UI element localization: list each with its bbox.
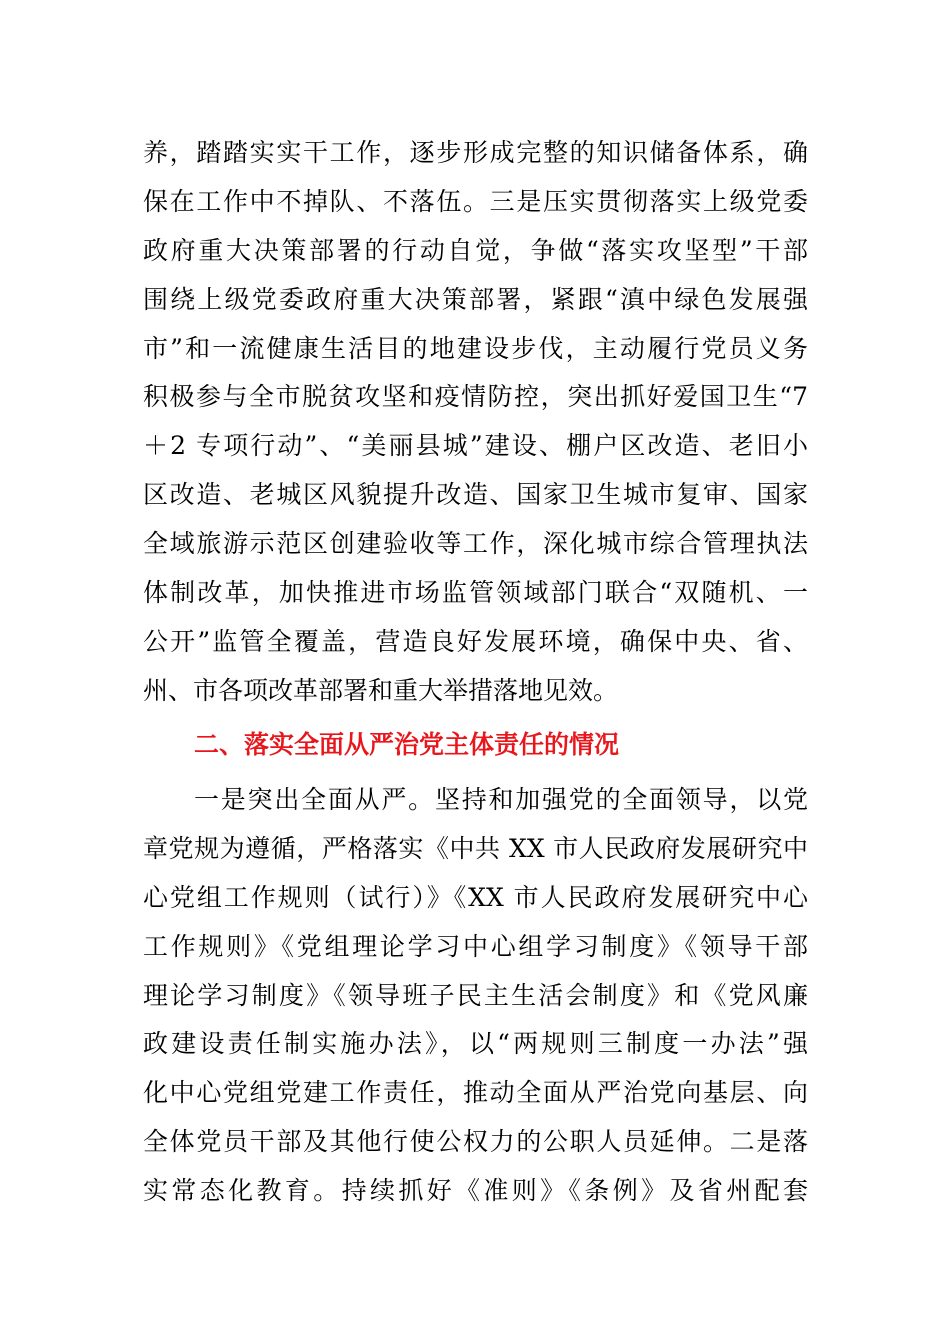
section2-body xyxy=(143,776,808,1216)
body-line: 州、市各项改革部署和重大举措落地见效。 xyxy=(143,675,619,705)
body-line: ＋2 专项行动”、“美丽县城”建设、棚户区改造、老旧小 xyxy=(143,431,808,461)
body-line: 一是突出全面从严。坚持和加强党的全面领导，以党 xyxy=(194,785,808,814)
body-line: 章党规为遵循，严格落实《中共 XX 市人民政府发展研究中 xyxy=(143,833,808,863)
body-line: 区改造、老城区风貌提升改造、国家卫生城市复审、国家 xyxy=(143,480,808,510)
body-line: 围绕上级党委政府重大决策部署，紧跟“滇中绿色发展强 xyxy=(143,284,808,314)
body-line: 工作规则》《党组理论学习中心组学习制度》《领导干部 xyxy=(143,931,808,961)
body-line: 化中心党组党建工作责任，推动全面从严治党向基层、向 xyxy=(143,1078,808,1108)
body-line: 全域旅游示范区创建验收等工作，深化城市综合管理执法 xyxy=(143,529,808,559)
body-line: 养，踏踏实实干工作，逐步形成完整的知识储备体系，确 xyxy=(143,138,808,167)
body-line: 公开”监管全覆盖，营造良好发展环境，确保中央、省、 xyxy=(143,626,808,656)
body-line: 积极参与全市脱贫攻坚和疫情防控，突出抓好爱国卫生“7 xyxy=(143,382,808,412)
body-line: 全体党员干部及其他行使公权力的公职人员延伸。二是落 xyxy=(143,1127,808,1157)
body-line: 保在工作中不掉队、不落伍。三是压实贯彻落实上级党委 xyxy=(143,186,808,216)
body-line: 政府重大决策部署的行动自觉，争做“落实攻坚型”干部 xyxy=(143,235,808,265)
section1-body xyxy=(143,129,808,716)
body-line: 实常态化教育。持续抓好《准则》《条例》及省州配套 xyxy=(143,1176,808,1206)
body-line: 市”和一流健康生活目的地建设步伐，主动履行党员义务 xyxy=(143,333,808,363)
body-line: 心党组工作规则（试行）》《XX 市人民政府发展研究中心 xyxy=(143,882,808,912)
body-line: 体制改革，加快推进市场监管领域部门联合“双随机、一 xyxy=(143,578,808,608)
body-line: 政建设责任制实施办法》，以“两规则三制度一办法”强 xyxy=(143,1029,808,1059)
section-heading: 二、落实全面从严治党主体责任的情况 xyxy=(194,730,620,759)
body-line: 理论学习制度》《领导班子民主生活会制度》和《党风廉 xyxy=(143,980,808,1010)
